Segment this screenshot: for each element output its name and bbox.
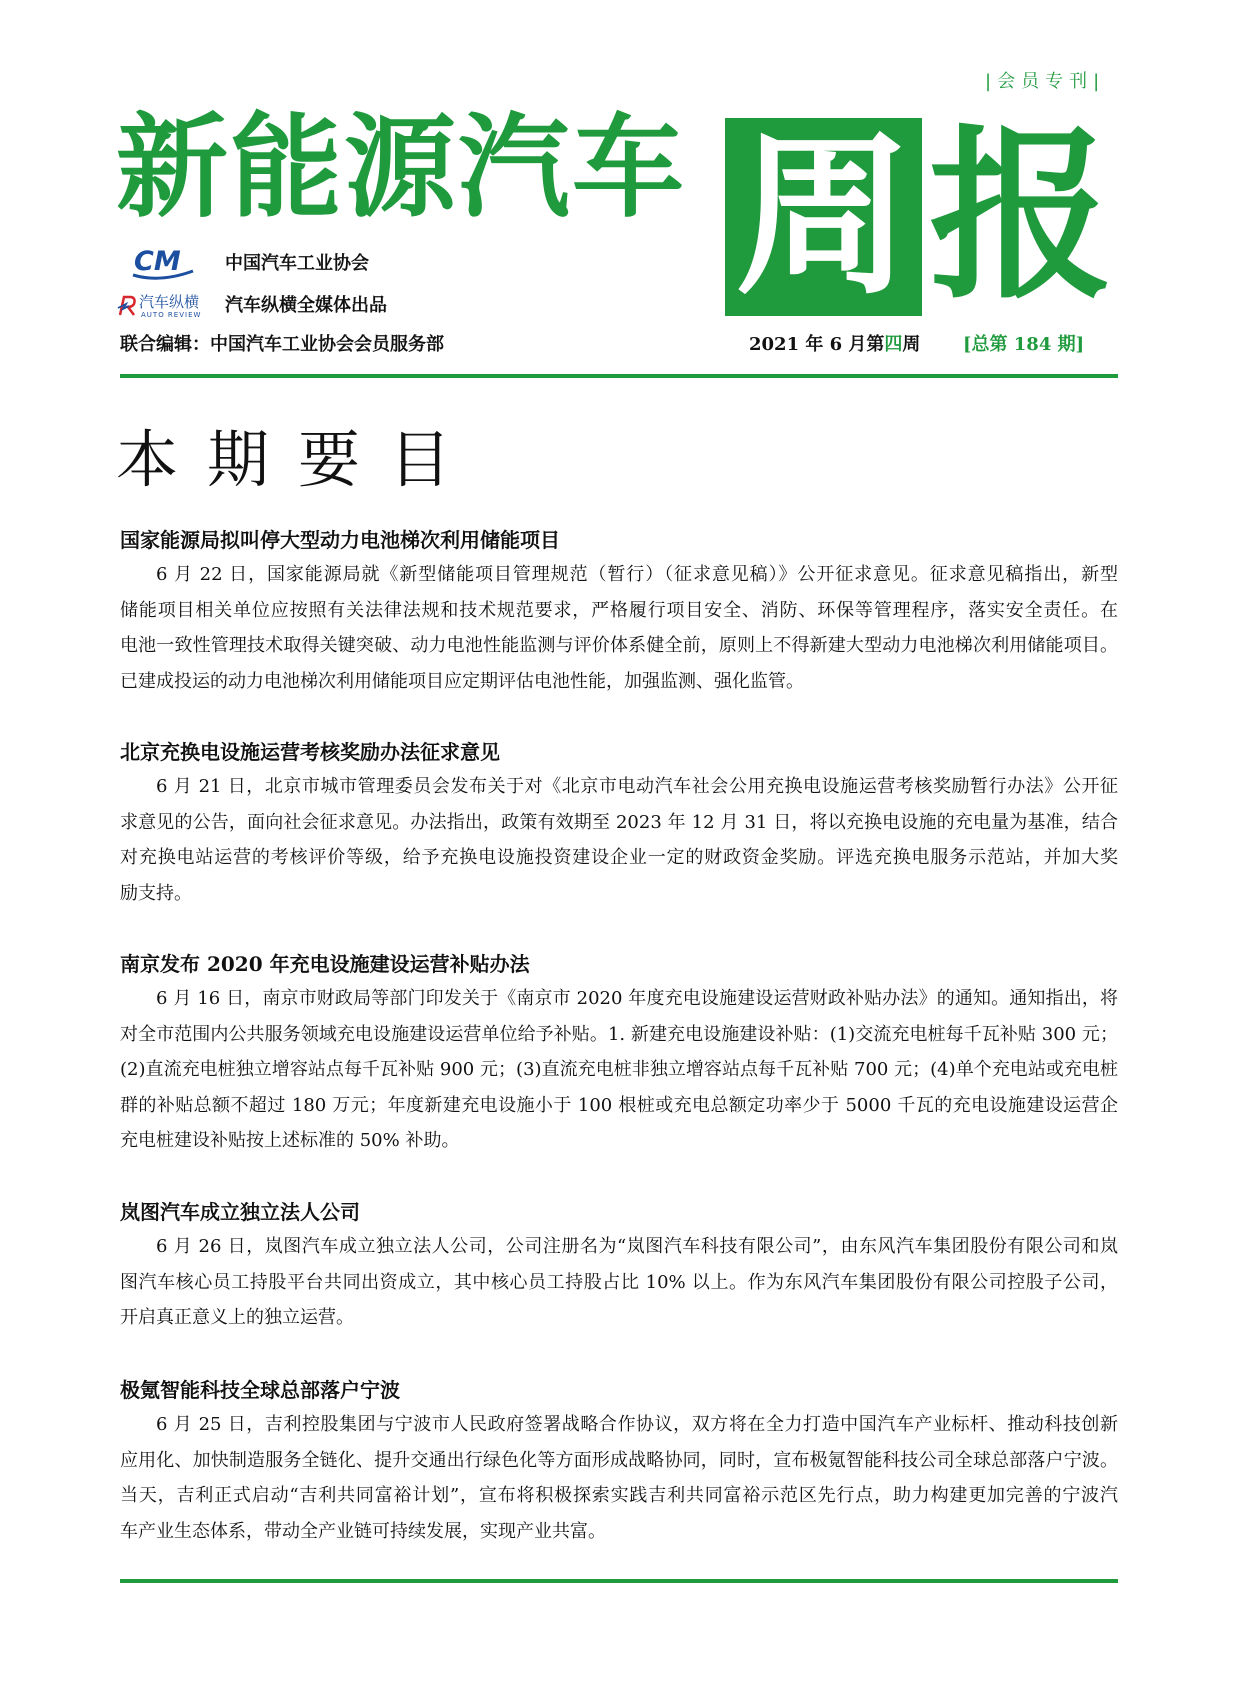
section-title: 本期要目 (116, 423, 481, 496)
article-body-line: 对全市范围内公共服务领域充电设施建设运营单位给予补贴。1. 新建充电设施建设补贴：(1)交流充电桩每千瓦补贴 300 元； (120, 1023, 1118, 1045)
org-name: 中国汽车工业协会 (225, 253, 369, 274)
article (120, 1198, 1118, 1336)
article-body-line: 应用化、加快制造服务全链化、提升交通出行绿色化等方面形成战略协同，同时，宣布极氪智能科技公司全球总部落户宁波。 (120, 1449, 1118, 1471)
article (120, 526, 1118, 699)
article-body-line: 对充换电站运营的考核评价等级，给予充换电设施投资建设企业一定的财政资金奖励。评选充换电服务示范站，并加大奖 (120, 847, 1118, 868)
issue-date-prefix: 2021 年 6 月第 (749, 334, 885, 355)
masthead-bao-char: 报 (928, 110, 1113, 324)
issue-date-suffix: 周 (902, 334, 921, 355)
auto-review-logo-text: 汽车纵横 (139, 293, 200, 311)
article-body-line: 车产业生态体系，带动全产业链可持续发展，实现产业共富。 (120, 1520, 606, 1542)
caam-logo-icon (130, 244, 196, 282)
article-body-line: 储能项目相关单位应按照有关法律法规和技术规范要求，严格履行项目安全、消防、环保等管理程序，落实安全责任。在 (120, 599, 1118, 621)
article-body-line: 6 月 16 日，南京市财政局等部门印发关于《南京市 2020 年度充电设施建设运营财政补贴办法》的通知。通知指出，将 (156, 988, 1118, 1009)
article-body-line: 当天，吉利正式启动“吉利共同富裕计划”，宣布将积极探索实践吉利共同富裕示范区先行点，助力构建更加完善的宁波汽 (120, 1485, 1118, 1506)
top-divider (120, 374, 1118, 378)
article-body-line: (2)直流充电桩独立增容站点每千瓦补贴 900 元；(3)直流充电桩非独立增容站点每千瓦补贴 700 元；(4)单个充电站或充电桩 (120, 1059, 1118, 1080)
article-body-line: 电池一致性管理技术取得关键突破、动力电池性能监测与评价体系健全前，原则上不得新建大型动力电池梯次利用储能项目。 (120, 635, 1118, 656)
article-body-line: 励支持。 (120, 882, 192, 904)
article-body-line: 6 月 26 日，岚图汽车成立独立法人公司，公司注册名为“岚图汽车科技有限公司”，由东风汽车集团股份有限公司和岚 (156, 1236, 1118, 1257)
issue-date-week: 四 (884, 334, 903, 355)
article-title: 极氪智能科技全球总部落户宁波 (120, 1378, 400, 1402)
article-title: 岚图汽车成立独立法人公司 (120, 1200, 360, 1224)
member-edition-label: |会员专刊| (985, 71, 1106, 92)
article-body-line: 群的补贴总额不超过 180 万元；年度新建充电设施小于 100 根桩或充电总额定功率少于 5000 千瓦的充电设施建设运营企 (120, 1094, 1118, 1116)
article-title: 国家能源局拟叫停大型动力电池梯次利用储能项目 (120, 528, 560, 552)
caam-logo-text: CM (134, 246, 181, 277)
issue-date (749, 333, 920, 357)
article-title: 南京发布 2020 年充电设施建设运营补贴办法 (120, 952, 530, 976)
article (120, 1376, 1118, 1549)
auto-review-logo (117, 293, 217, 321)
article-body-line: 6 月 22 日，国家能源局就《新型储能项目管理规范（暂行）（征求意见稿）》公开征求意见。征求意见稿指出，新型 (156, 564, 1118, 585)
auto-review-logo-icon (117, 295, 137, 317)
article-body-line: 已建成投运的动力电池梯次利用储能项目应定期评估电池性能，加强监测、强化监管。 (120, 670, 804, 692)
article-body-line: 开启真正意义上的独立运营。 (120, 1307, 354, 1328)
masthead-title: 新能源汽车 (116, 103, 686, 233)
issue-number: [总第 184 期] (963, 334, 1085, 355)
article-body-line: 图汽车核心员工持股平台共同出资成立，其中核心员工持股占比 10% 以上。作为东风汽车集团股份有限公司控股子公司， (120, 1271, 1118, 1293)
article-title: 北京充换电设施运营考核奖励办法征求意见 (120, 740, 500, 764)
media-name: 汽车纵横全媒体出品 (225, 295, 387, 316)
auto-review-logo-subtext: AUTO REVIEW (141, 311, 202, 319)
editor-line: 联合编辑：中国汽车工业协会会员服务部 (120, 334, 444, 355)
article (120, 950, 1118, 1159)
article-body-line: 6 月 21 日，北京市城市管理委员会发布关于对《北京市电动汽车社会公用充换电设施运营考核奖励暂行办法》公开征 (156, 776, 1118, 797)
masthead-zhou-char: 周 (735, 114, 912, 319)
article-body-line: 求意见的公告，面向社会征求意见。办法指出，政策有效期至 2023 年 12 月 31 日，将以充换电设施的充电量为基准，结合 (120, 811, 1118, 833)
bottom-divider (120, 1579, 1118, 1583)
masthead-zhou-box (725, 114, 922, 319)
article (120, 738, 1118, 911)
article-body-line: 6 月 25 日，吉利控股集团与宁波市人民政府签署战略合作协议，双方将在全力打造中国汽车产业标杆、推动科技创新 (156, 1414, 1118, 1435)
article-body-line: 充电桩建设补贴按上述标准的 50% 补助。 (120, 1130, 460, 1151)
